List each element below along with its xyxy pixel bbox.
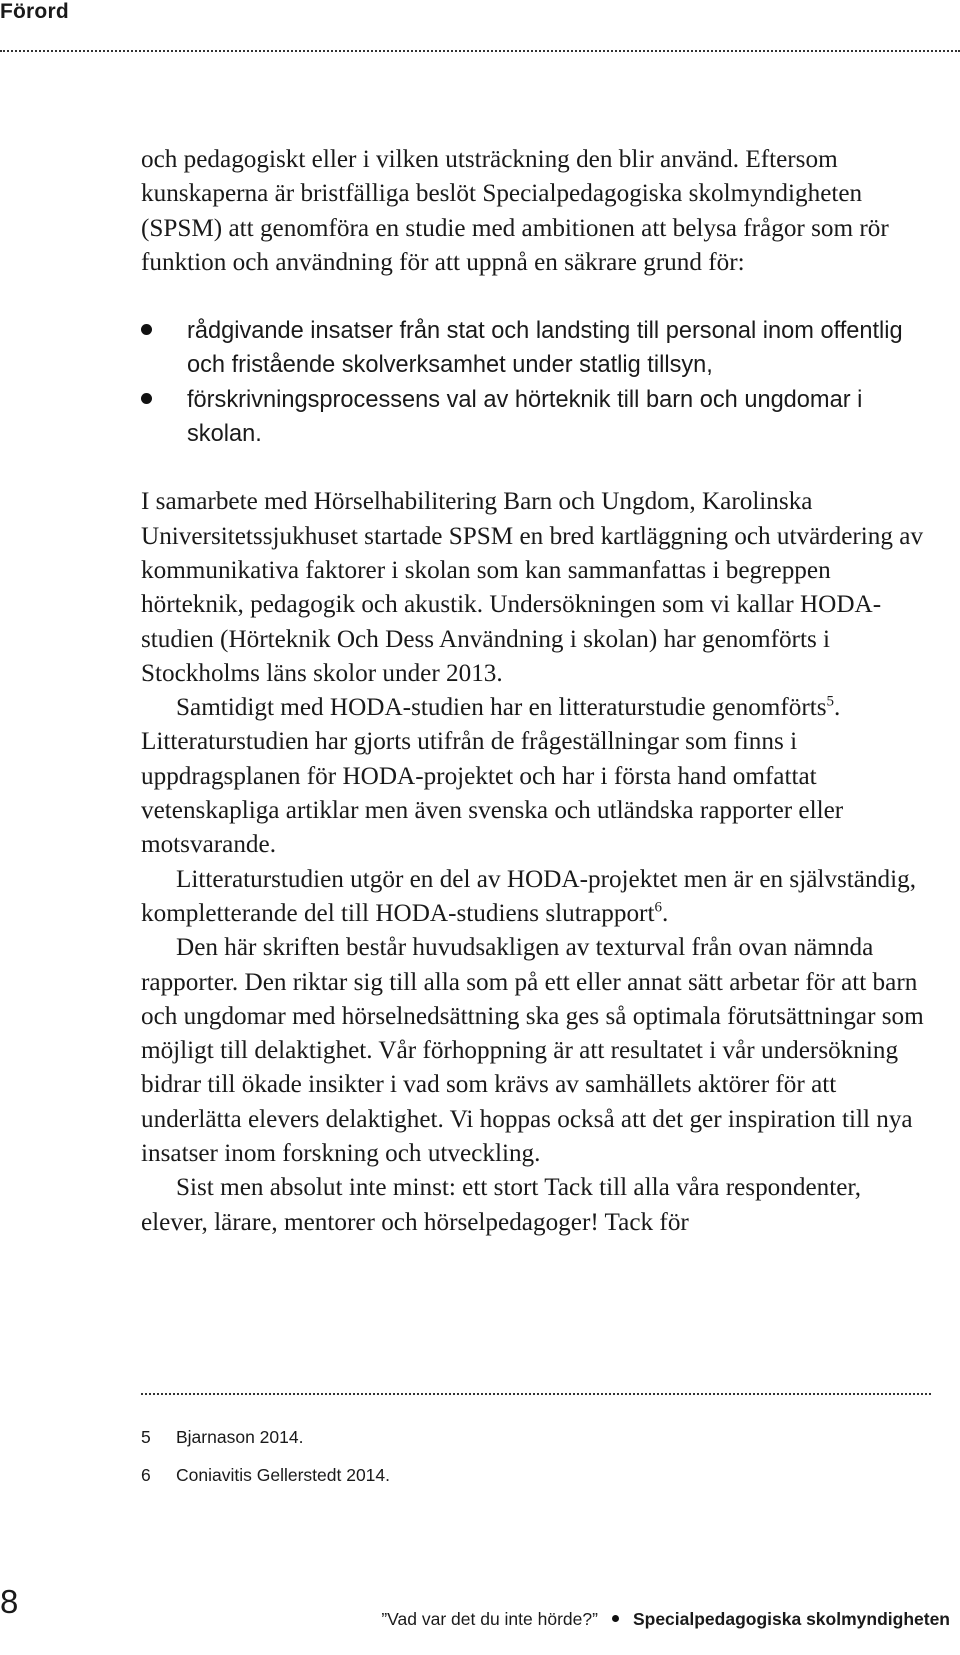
paragraph-text: . Litteraturstudien har gjorts utifrån de frågeställningar som finns i uppdragsplanen för HODA-projektet och har i första hand omfattat vetenskapliga artiklar men även svenska och utländska rapporter eller motsvarande.	[141, 694, 844, 859]
organization-name: Specialpedagogiska skolmyndigheten	[632, 1609, 950, 1629]
publication-title: ”Vad var det du inte hörde?”	[381, 1609, 598, 1629]
bullet-separator-icon	[612, 1615, 619, 1622]
footnote-text: Bjarnason 2014.	[176, 1427, 304, 1447]
list-item	[141, 383, 931, 452]
header-divider	[0, 50, 960, 52]
footnote-number: 6	[141, 1465, 151, 1485]
body-text	[141, 143, 931, 1240]
footnote-ref-6: 6	[654, 899, 662, 916]
footnote-ref-5: 5	[826, 693, 835, 710]
footnote	[141, 1427, 303, 1448]
footnote	[141, 1465, 390, 1486]
page-number: 8	[0, 1583, 19, 1620]
bullet-list	[141, 314, 931, 451]
footnote-text: Coniavitis Gellerstedt 2014.	[176, 1465, 390, 1485]
paragraph-text: Litteraturstudien utgör en del av HODA-projektet men är en självständig, kompletterande del till HODA-studiens slutrapport	[141, 865, 917, 927]
footnote-number: 5	[141, 1427, 151, 1447]
paragraph-thanks: Sist men absolut inte minst: ett stort Tack till alla våra respondenter, elever, lärare, mentorer och hörselpedagoger! Tack för	[141, 1174, 862, 1236]
running-footer	[381, 1609, 950, 1630]
list-item-text: rådgivande insatser från stat och landsting till personal inom offentlig och fristående skolverksamhet under statlig tillsyn,	[187, 318, 903, 379]
paragraph-literature-study	[141, 691, 931, 862]
list-item-text: förskrivningsprocessens val av hörteknik till barn och ungdomar i skolan.	[187, 386, 863, 448]
intro-paragraph: och pedagogiskt eller i vilken utsträckning den blir använd. Eftersom kunskaperna är bristfälliga beslöt Specialpedagogiska skolmyndigheten (SPSM) att genomföra en studie med ambitionen att belysa frågor som rör funktion och användning för att uppnå en säkrare grund för:	[141, 146, 889, 276]
footnote-divider	[141, 1393, 931, 1395]
list-item	[141, 314, 931, 383]
paragraph-hoda-study: I samarbete med Hörselhabilitering Barn och Ungdom, Karolinska Universitetssjukhuset startade SPSM en bred kartläggning och utvärdering av kommunikativa faktorer i skolan som kan sammanfattas i begreppen hörteknik, pedagogik och akustik. Undersökningen som vi kallar HODA-studien (Hörteknik Och Dess Användning i skolan) har genomförts i Stockholms läns skolor under 2013.	[141, 488, 924, 687]
paragraph-literature-part	[141, 863, 931, 932]
bullet-icon	[141, 324, 152, 335]
bullet-icon	[141, 393, 152, 404]
paragraph-purpose: Den här skriften består huvudsakligen av texturval från ovan nämnda rapporter. Den riktar sig till alla som på ett eller annat sätt arbetar för att barn och ungdomar med hörselnedsättning ska ges så optimala förutsättningar som möjligt till delaktighet. Vår förhoppning är att resultatet i vår undersökning bidrar till ökade insikter i vad som krävs av samhällets aktörer för att underlätta elevers delaktighet. Vi hoppas också att det ger inspiration till nya insatser inom forskning och utveckling.	[141, 934, 924, 1168]
section-title: Förord	[0, 0, 69, 23]
paragraph-text: .	[661, 899, 669, 927]
paragraph-text: Samtidigt med HODA-studien har en litteraturstudie genomförts	[176, 694, 827, 722]
